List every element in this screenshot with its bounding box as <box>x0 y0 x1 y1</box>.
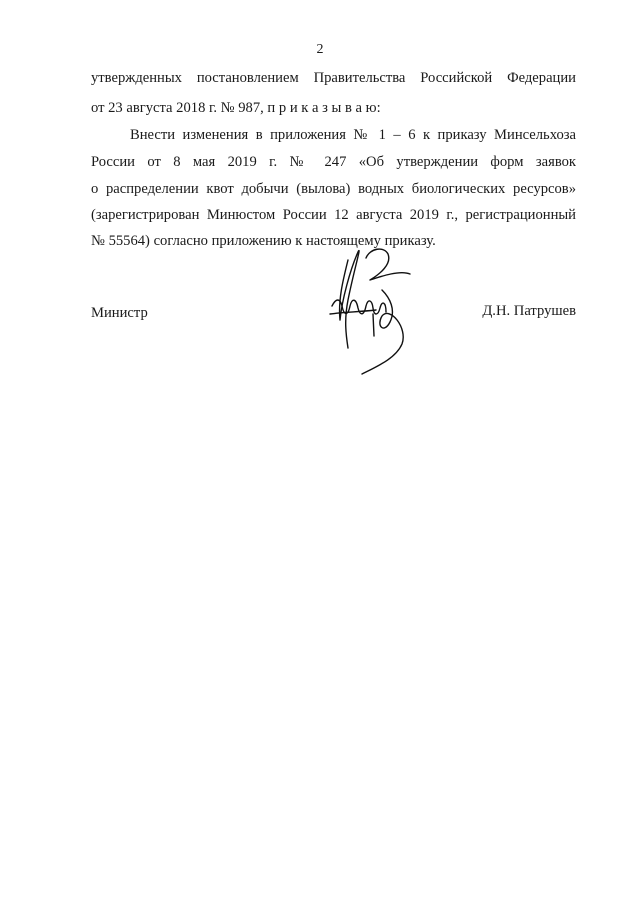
text-line-2: от 23 августа 2018 г. № 987, п р и к а з ы в а ю: <box>91 100 381 116</box>
text-line-3: Внести изменения в приложения № 1 – 6 к приказу Минсельхоза <box>130 127 576 143</box>
text-line-5: о распределении квот добычи (вылова) водных биологических ресурсов» <box>91 181 576 197</box>
signatory-name: Д.Н. Патрушев <box>482 303 576 319</box>
text-line-7: № 55564) согласно приложению к настоящему приказу. <box>91 233 436 249</box>
signatory-role: Министр <box>91 305 148 321</box>
text-line-1: утвержденных постановлением Правительства Российской Федерации <box>91 70 576 86</box>
page-number: 2 <box>316 42 324 57</box>
handwritten-signature <box>318 240 418 382</box>
text-line-4: России от 8 мая 2019 г. № 247 «Об утверждении форм заявок <box>91 154 576 170</box>
text-line-6: (зарегистрирован Минюстом России 12 августа 2019 г., регистрационный <box>91 207 576 223</box>
